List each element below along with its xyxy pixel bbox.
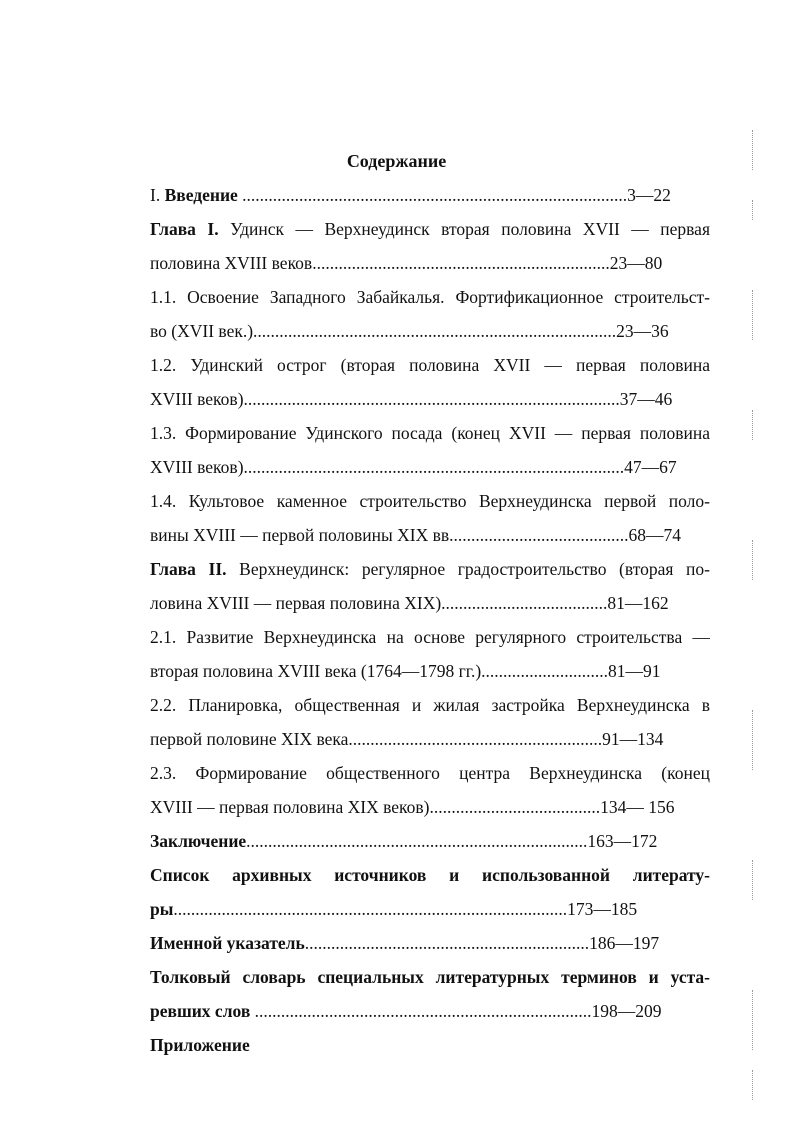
toc-bold-text: ревших слов <box>150 1001 251 1021</box>
toc-entry-2-1-cont: вторая половина XVIII века (1764—1798 гг.).............................81—91 <box>150 661 661 681</box>
scan-mark <box>752 540 754 580</box>
scan-artifacts <box>752 120 758 1100</box>
toc-entry-1-2-cont: XVIII веков)......................................................................................37—46 <box>150 389 673 409</box>
toc-entry-1-2: 1.2. Удинский острог (вторая половина XVII — первая половина <box>150 355 710 375</box>
toc-bold-text: Заключение <box>150 831 247 851</box>
toc-text: I. <box>150 185 165 205</box>
toc-dots: .............................................................................198—209 <box>250 1001 662 1021</box>
toc-entry-1-1: 1.1. Освоение Западного Забайкалья. Фортификационное строительст- <box>150 287 710 307</box>
scan-mark <box>752 410 754 440</box>
scan-mark <box>752 200 754 220</box>
scan-mark <box>752 290 754 340</box>
toc-entry-appendix: Приложение <box>150 1035 250 1055</box>
toc-entry-glossary: Толковый словарь специальных литературных терминов и уста- <box>150 967 710 987</box>
toc-bold-text: Введение <box>164 185 238 205</box>
toc-entry-chapter-1 <box>150 215 710 249</box>
toc-entry-introduction <box>150 181 710 215</box>
toc-entry-2-1: 2.1. Развитие Верхнеудинска на основе регулярного строительства — <box>150 627 710 647</box>
toc-entry-1-4-cont: вины XVIII — первой половины XIX вв.........................................68—74 <box>150 525 682 545</box>
toc-entry-sources: Список архивных источников и использованной литерату- <box>150 865 710 885</box>
toc-entry-1-3: 1.3. Формирование Удинского посада (конец XVII — первая половина <box>150 423 710 443</box>
toc-entry-1-4: 1.4. Культовое каменное строительство Верхнеудинска первой поло- <box>150 491 710 511</box>
toc-dots: ..............................................................................163—172 <box>246 831 658 851</box>
toc-entry-2-3: 2.3. Формирование общественного центра Верхнеудинска (конец <box>150 763 710 783</box>
scan-mark <box>752 1070 754 1100</box>
scan-mark <box>752 710 754 770</box>
toc-entry-2-2-cont: первой половине XIX века..........................................................91—134 <box>150 729 664 749</box>
toc-bold-text: Именной указатель <box>150 933 305 953</box>
toc-entry-sources-cont <box>150 895 710 929</box>
toc-chapter-label: Глава II. <box>150 559 227 579</box>
toc-entry-chapter-2 <box>150 555 710 589</box>
toc-entry-1-3-cont: XVIII веков).......................................................................................47—67 <box>150 457 677 477</box>
page-title: Содержание <box>346 151 447 171</box>
toc-chapter-label: Глава I. <box>150 219 219 239</box>
scan-mark <box>752 990 754 1050</box>
table-of-contents <box>150 181 710 1065</box>
scan-mark <box>752 860 754 900</box>
toc-dots: ..........................................................................................173—185 <box>173 899 638 919</box>
toc-dots: .................................................................186—197 <box>304 933 660 953</box>
scan-mark <box>752 130 754 170</box>
toc-entry-glossary-cont <box>150 997 710 1031</box>
toc-dots: ........................................................................................3—22 <box>237 185 671 205</box>
toc-entry-2-3-cont: XVIII — первая половина XIX веков).......................................134— 156 <box>150 797 675 817</box>
toc-bold-text: ры <box>150 899 174 919</box>
toc-entry-name-index <box>150 929 710 963</box>
toc-entry-chapter-2-cont: ловина XVIII — первая половина XIX)......................................81—162 <box>150 593 669 613</box>
toc-entry-2-2: 2.2. Планировка, общественная и жилая застройка Верхнеудинска в <box>150 695 710 715</box>
toc-text: Удинск — Верхнеудинск вторая половина XVII — первая <box>230 219 710 239</box>
toc-entry-chapter-1-cont: половина XVIII веков....................................................................23—80 <box>150 253 663 273</box>
toc-entry-1-1-cont: во (XVII век.)...................................................................................23—36 <box>150 321 669 341</box>
toc-text: Верхнеудинск: регулярное градостроительство (вторая по- <box>239 559 710 579</box>
toc-entry-conclusion <box>150 827 710 861</box>
